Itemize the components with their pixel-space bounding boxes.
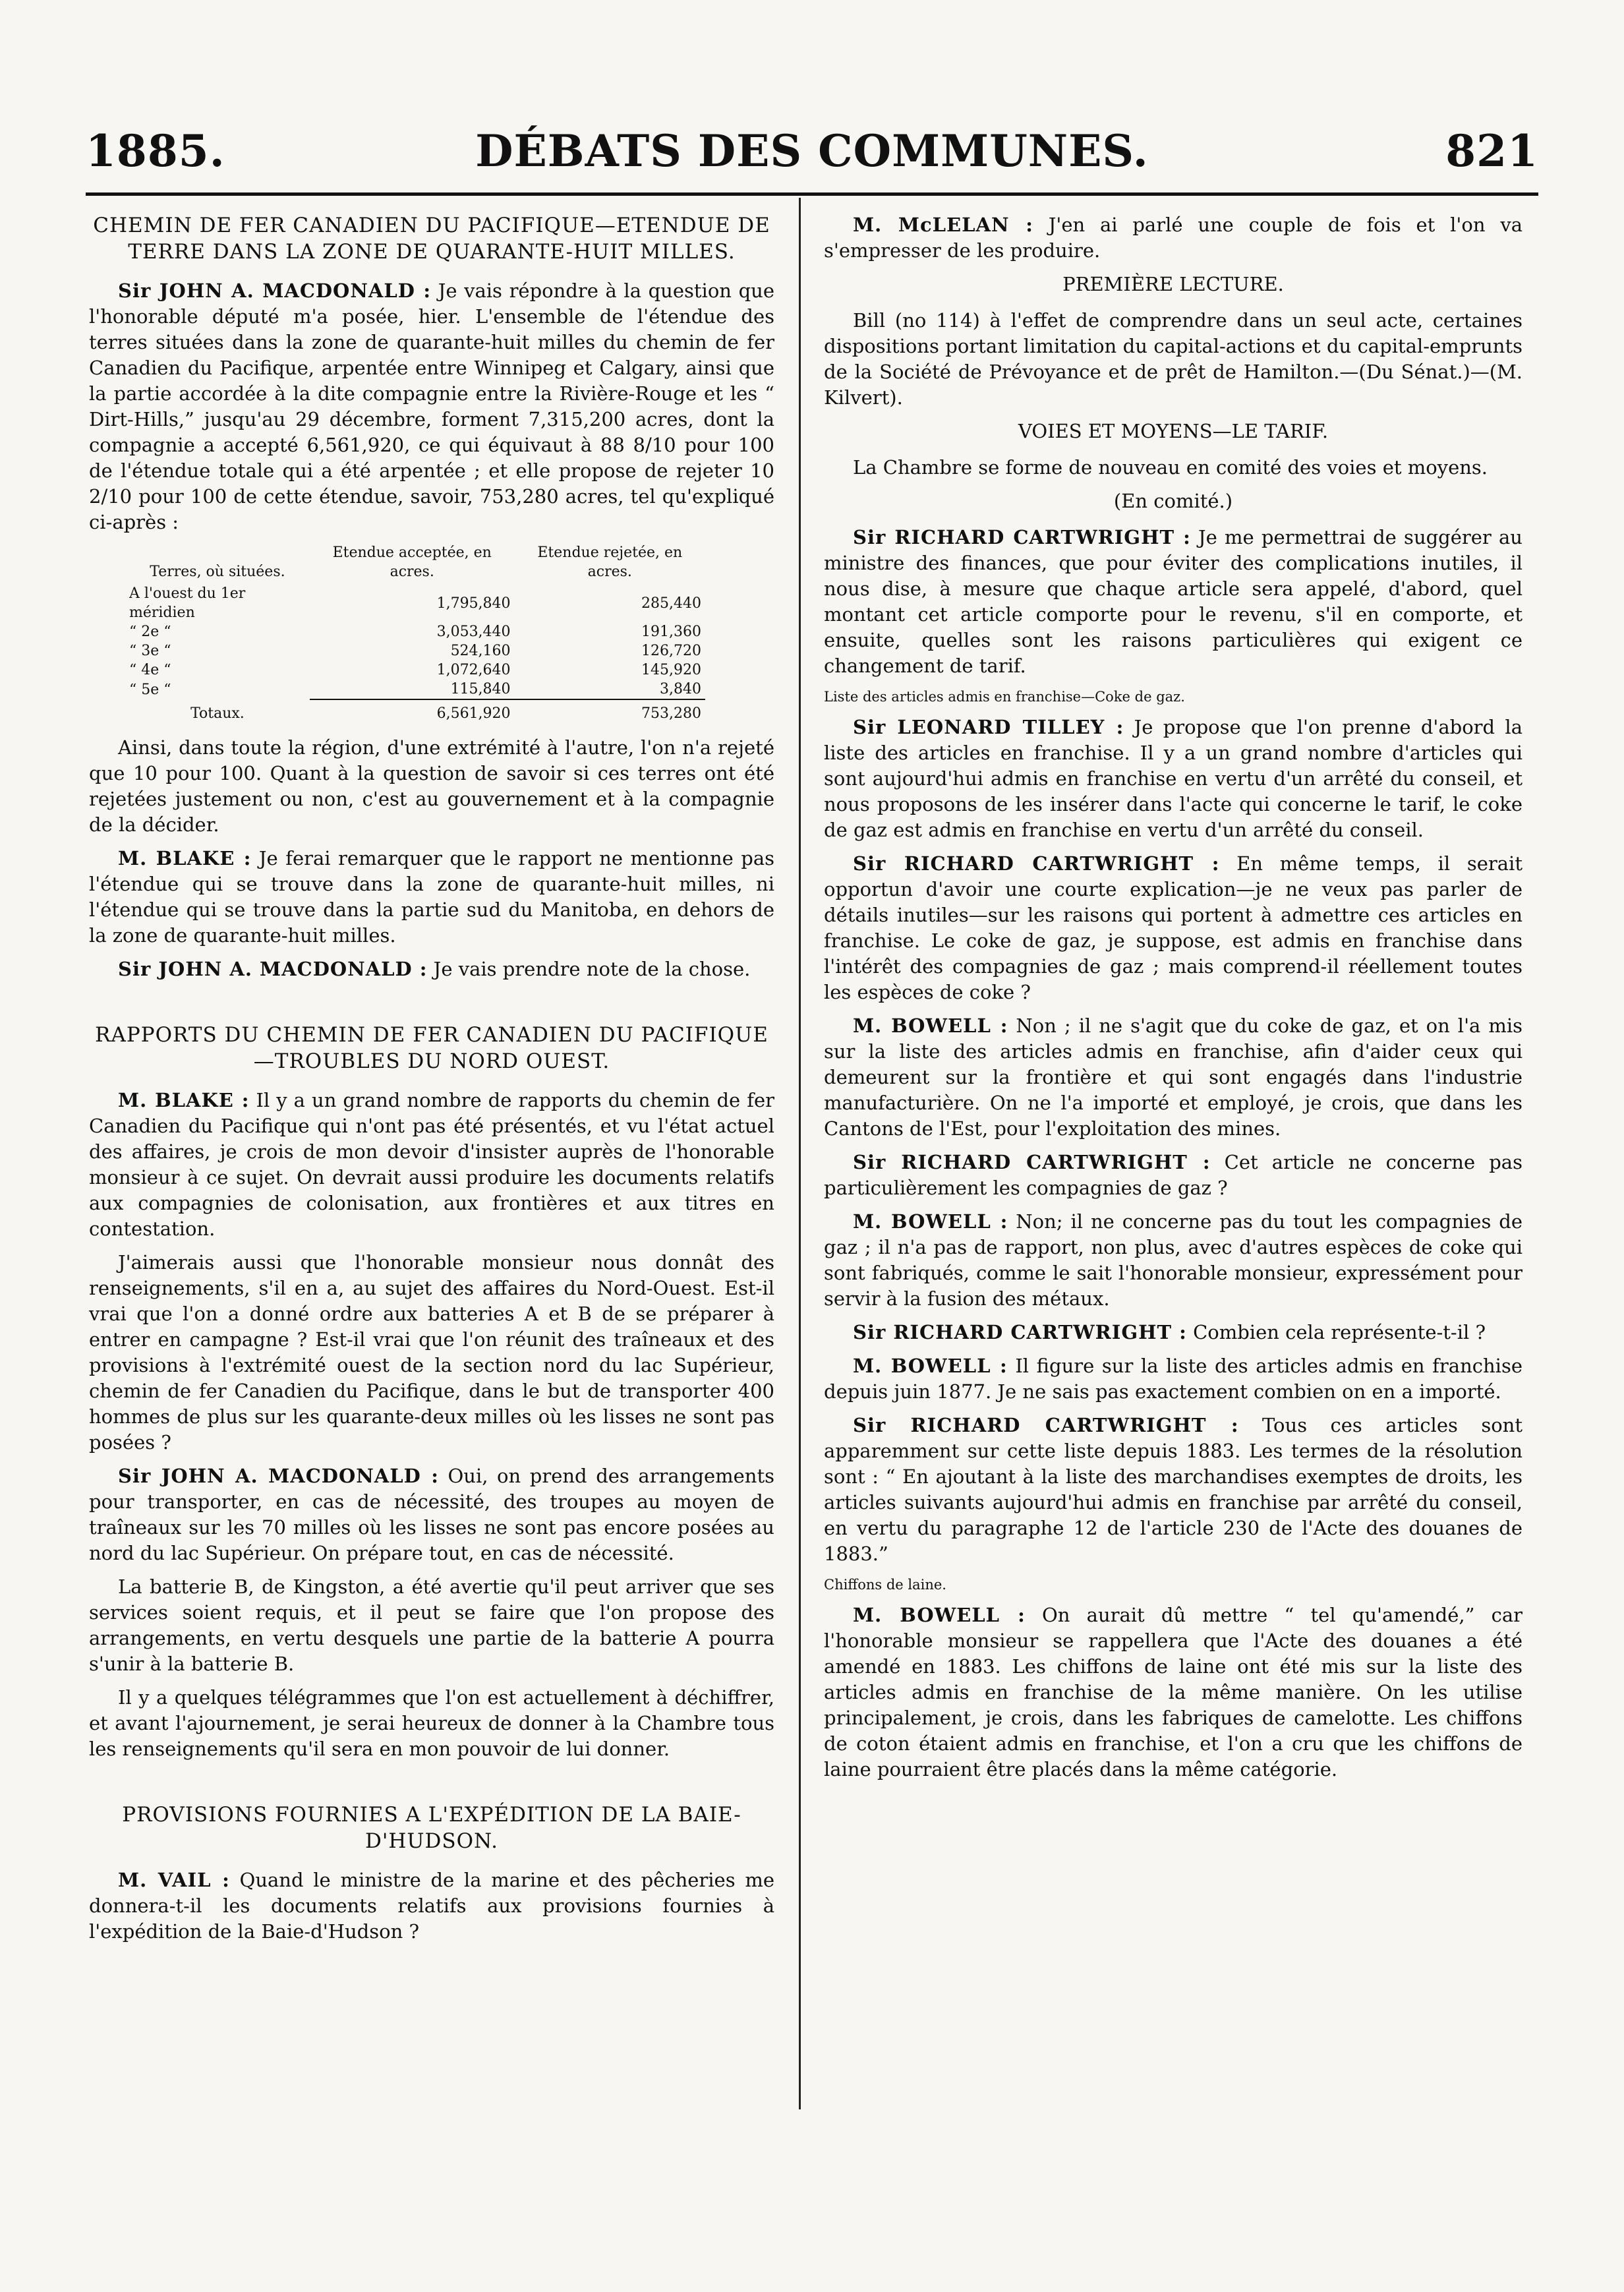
speech-text: Quand le ministre de la marine et des pêcheries me donnera-t-il les documents relatifs aux provisions fournies à l'expédition de la Baie-d'Hudson ? — [89, 1869, 774, 1943]
paragraph — [824, 1209, 1522, 1312]
paragraph — [824, 1602, 1522, 1782]
table-cell: “ 4e “ — [129, 662, 171, 678]
speaker-name: Sir LEONARD TILLEY : — [853, 716, 1124, 738]
header-year: 1885. — [86, 125, 225, 177]
speaker-name: Sir RICHARD CARTWRIGHT : — [853, 1414, 1239, 1436]
table-cell: 115,840 — [450, 681, 511, 697]
table-header: Etendue rejetée, en acres. — [537, 544, 683, 580]
speech-text: En même temps, il serait opportun d'avoir une courte explication—je ne veux pas parler de détails inutiles—sur les raisons qui portent à admettre ces articles en franchise. Le coke de gaz, je suppose, est admis en franchise dans l'intérêt des compagnies de gaz ; mais comprend-il réellement toutes les espèces de coke ? — [824, 852, 1522, 1003]
speech-text: Il figure sur la liste des articles admis en franchise depuis juin 1877. Je ne sais pas exactement combien on en a importé. — [824, 1355, 1522, 1403]
speaker-name: M. BLAKE : — [118, 847, 252, 869]
table-total-row — [125, 699, 705, 723]
table-row — [125, 641, 705, 661]
paragraph — [824, 1013, 1522, 1142]
speaker-name: Sir JOHN A. MACDONALD : — [118, 958, 428, 980]
speech-text: Oui, on prend des arrangements pour transporter, en cas de nécessité, des troupes au moyen de traîneaux sur les 70 milles où les lisses ne sont pas encore posées au nord du lac Supérieur. On prépare tout, en cas de nécessité. — [89, 1465, 774, 1564]
subheading-gas-coke: Liste des articles admis en franchise—Coke de gaz. — [824, 689, 1185, 705]
speaker-name: M. McLELAN : — [853, 214, 1033, 236]
total-label: Totaux. — [190, 705, 245, 722]
total-accepted: 6,561,920 — [310, 699, 515, 723]
paragraph — [824, 1353, 1522, 1405]
paragraph — [89, 846, 774, 949]
paragraph — [824, 1320, 1522, 1345]
speaker-name: Sir RICHARD CARTWRIGHT : — [853, 526, 1191, 548]
table-row — [125, 661, 705, 680]
speech-text: Combien cela représente-t-il ? — [1186, 1321, 1486, 1343]
speech-text: Cet article ne concerne pas particulièrement les compagnies de gaz ? — [824, 1151, 1522, 1199]
column-divider — [799, 198, 801, 2109]
table-cell: 3,053,440 — [436, 624, 511, 640]
heading-ways-and-means: VOIES ET MOYENS—LE TARIF. — [1018, 420, 1329, 442]
section-title-land-zone: CHEMIN DE FER CANADIEN DU PACIFIQUE—ETENDUE DE TERRE DANS LA ZONE DE QUARANTE-HUIT MILLES. — [93, 214, 770, 264]
paragraph — [89, 278, 774, 535]
table-cell: 3,840 — [660, 681, 701, 697]
section-title-provisions: PROVISIONS FOURNIES A L'EXPÉDITION DE LA BAIE-D'HUDSON. — [122, 1803, 741, 1853]
paragraph — [824, 1150, 1522, 1201]
heading-in-committee: (En comité.) — [1113, 490, 1233, 512]
speaker-name: M. BOWELL : — [853, 1014, 1008, 1037]
land-table — [125, 543, 705, 723]
speaker-name: M. BLAKE : — [118, 1089, 250, 1111]
paragraph — [89, 956, 774, 982]
speech-text: Il y a un grand nombre de rapports du chemin de fer Canadien du Pacifique qui n'ont pas été présentés, et vu l'état actuel des affaires, je crois de mon devoir d'insister auprès de l'honorable monsieur à ce sujet. On devrait aussi produire les documents relatifs aux compagnies de colonisation, aux frontières et aux titres en contestation. — [89, 1089, 774, 1240]
table-header-row — [125, 543, 705, 584]
paragraph — [824, 715, 1522, 843]
table-row — [125, 680, 705, 699]
table-cell: 285,440 — [641, 595, 701, 612]
speaker-name: M. VAIL : — [118, 1869, 230, 1891]
table-cell: “ 3e “ — [129, 643, 171, 659]
speaker-name: Sir JOHN A. MACDONALD : — [118, 279, 432, 302]
header-title: DÉBATS DES COMMUNES. — [475, 125, 1149, 177]
speech-text: Je vais répondre à la question que l'honorable député m'a posée, hier. L'ensemble de l'étendue des terres situées dans la zone de quarante-huit milles du chemin de fer Canadien du Pacifique, arpentée entre Winnipeg et Calgary, ainsi que la partie accordée à la dite compagnie entre la Rivière-Rouge et les “ Dirt-Hills,” jusqu'au 29 décembre, forment 7,315,200 acres, dont la compagnie a accepté 6,561,920, ce qui équivaut à 88 8/10 pour 100 de l'étendue totale qui a été arpentée ; et elle propose de rejeter 10 2/10 pour 100 de cette étendue, savoir, 753,280 acres, tel qu'expliqué ci-après : — [89, 279, 774, 533]
speaker-name: M. BOWELL : — [853, 1604, 1026, 1626]
section-title-reports: RAPPORTS DU CHEMIN DE FER CANADIEN DU PACIFIQUE—TROUBLES DU NORD OUEST. — [95, 1023, 768, 1073]
speech-text: Je propose que l'on prenne d'abord la liste des articles en franchise. Il y a un grand nombre d'articles qui sont aujourd'hui admis en franchise en vertu d'un arrêté du conseil, et nous proposons de les insérer dans l'acte qui concerne le tarif, le coke de gaz est admis en franchise en vertu d'un arrêté du conseil. — [824, 716, 1522, 841]
table-cell: 1,795,840 — [436, 595, 511, 612]
table-cell: 191,360 — [641, 624, 701, 640]
table-cell: “ 5e “ — [129, 681, 171, 698]
speech-text: Tous ces articles sont apparemment sur cette liste depuis 1883. Les termes de la résolution sont : “ En ajoutant à la liste des marchandises exemptes de droits, les articles suivants aujourd'hui admis en franchise par arrêté du conseil, en vertu du paragraphe 12 de l'article 230 de l'Acte des douanes de 1883.” — [824, 1414, 1522, 1565]
paragraph — [824, 212, 1522, 264]
table-cell: 1,072,640 — [436, 662, 511, 678]
speaker-name: Sir JOHN A. MACDONALD : — [118, 1465, 439, 1487]
speaker-name: Sir RICHARD CARTWRIGHT : — [853, 1321, 1187, 1343]
speech-text: Je vais prendre note de la chose. — [427, 958, 751, 980]
right-column — [824, 212, 1522, 1790]
table-cell: A l'ouest du 1er méridien — [129, 585, 246, 621]
speech-text: J'en ai parlé une couple de fois et l'on va s'empresser de les produire. — [824, 214, 1523, 262]
table-header: Terres, où situées. — [150, 564, 285, 580]
total-rejected: 753,280 — [515, 699, 705, 723]
table-cell: “ 2e “ — [129, 624, 171, 640]
paragraph: Bill (no 114) à l'effet de comprendre dans un seul acte, certaines dispositions portant limitation du capital-actions et du capital-emprunts de la Société de Prévoyance et de prêt de Hamilton.—(Du Sénat.)—(M. Kilvert). — [824, 309, 1522, 409]
speaker-name: M. BOWELL : — [853, 1355, 1008, 1377]
table-cell: 145,920 — [641, 662, 701, 678]
running-header — [86, 125, 1538, 185]
paragraph: La Chambre se forme de nouveau en comité des voies et moyens. — [853, 456, 1488, 479]
paragraph: J'aimerais aussi que l'honorable monsieur nous donnât des renseignements, s'il en a, au sujet des affaires du Nord-Ouest. Est-il vrai que l'on a donné ordre aux batteries A et B de se préparer à entrer en campagne ? Est-il vrai que l'on réunit des traîneaux et des provisions à l'extrémité ouest de la section nord du lac Supérieur, chemin de fer Canadien du Pacifique, dans le but de transporter 400 hommes de plus sur les quarante-deux milles où les lisses ne sont pas posées ? — [89, 1251, 774, 1454]
section-gap — [89, 990, 774, 1022]
paragraph — [89, 1088, 774, 1242]
speech-text: On aurait dû mettre “ tel qu'amendé,” car l'honorable monsieur se rappellera que l'Acte des douanes a été amendé en 1883. Les chiffons de laine ont été mis sur la liste des articles admis en franchise de la même manière. On les utilise principalement, je crois, dans les fabriques de camelotte. Les chiffons de coton étaient admis en franchise, et l'on a cru que les chiffons de laine pourraient être placés dans la même catégorie. — [824, 1604, 1523, 1780]
speaker-name: Sir RICHARD CARTWRIGHT : — [853, 852, 1220, 875]
paragraph: Il y a quelques télégrammes que l'on est actuellement à déchiffrer, et avant l'ajournement, je serai heureux de donner à la Chambre tous les renseignements qu'il sera en mon pouvoir de lui donner. — [89, 1686, 774, 1760]
section-gap — [89, 1770, 774, 1802]
speaker-name: Sir RICHARD CARTWRIGHT : — [853, 1151, 1211, 1173]
paragraph — [824, 851, 1522, 1005]
table-row — [125, 622, 705, 641]
header-rule — [86, 192, 1538, 196]
speech-text: Non ; il ne s'agit que du coke de gaz, et on l'a mis sur la liste des articles admis en franchise, afin d'aider ceux qui demeurent sur la frontière et qui sont engagés dans l'industrie manufacturière. On ne l'a importé et employé, je crois, que dans les Cantons de l'Est, pour l'exploitation des mines. — [824, 1014, 1522, 1140]
header-page-number: 821 — [1445, 125, 1538, 177]
paragraph — [824, 1413, 1522, 1567]
paragraph — [89, 1867, 774, 1945]
paragraph — [824, 525, 1522, 679]
paragraph: Ainsi, dans toute la région, d'une extrémité à l'autre, l'on n'a rejeté que 10 pour 100. Quant à la question de savoir si ces terres ont été rejetées justement ou non, c'est au gouvernement et à la compagnie de la décider. — [89, 736, 774, 836]
heading-first-reading: PREMIÈRE LECTURE. — [1062, 273, 1284, 295]
paragraph — [89, 1463, 774, 1566]
table-row — [125, 584, 705, 622]
speech-text: Non; il ne concerne pas du tout les compagnies de gaz ; il n'a pas de rapport, non plus, avec d'autres espèces de coke qui sont fabriqués, comme le sait l'honorable monsieur, expressément pour servir à la fusion des métaux. — [824, 1210, 1522, 1310]
table-header: Etendue acceptée, en acres. — [332, 544, 492, 580]
left-column — [89, 212, 774, 1953]
subheading-wool-rags: Chiffons de laine. — [824, 1577, 946, 1593]
table-cell: 126,720 — [641, 643, 701, 659]
paragraph: La batterie B, de Kingston, a été avertie qu'il peut arriver que ses services soient requis, et il peut se faire que l'on propose des arrangements, en vertu desquels une partie de la batterie A pourra s'unir à la batterie B. — [89, 1575, 774, 1675]
table-cell: 524,160 — [450, 643, 511, 659]
speech-text: Je ferai remarquer que le rapport ne mentionne pas l'étendue qui se trouve dans la zone de quarante-huit milles, ni l'étendue qui se trouve dans la partie sud du Manitoba, en dehors de la zone de quarante-huit milles. — [89, 847, 774, 947]
speaker-name: M. BOWELL : — [853, 1210, 1008, 1233]
speech-text: Je me permettrai de suggérer au ministre des finances, que pour éviter des complications inutiles, il nous dise, à mesure que chaque article sera appelé, d'abord, quel montant cet article comporte pour le revenu, s'il en comporte, et ensuite, quelles sont les raisons particulières qui exigent ce changement de tarif. — [824, 526, 1522, 677]
